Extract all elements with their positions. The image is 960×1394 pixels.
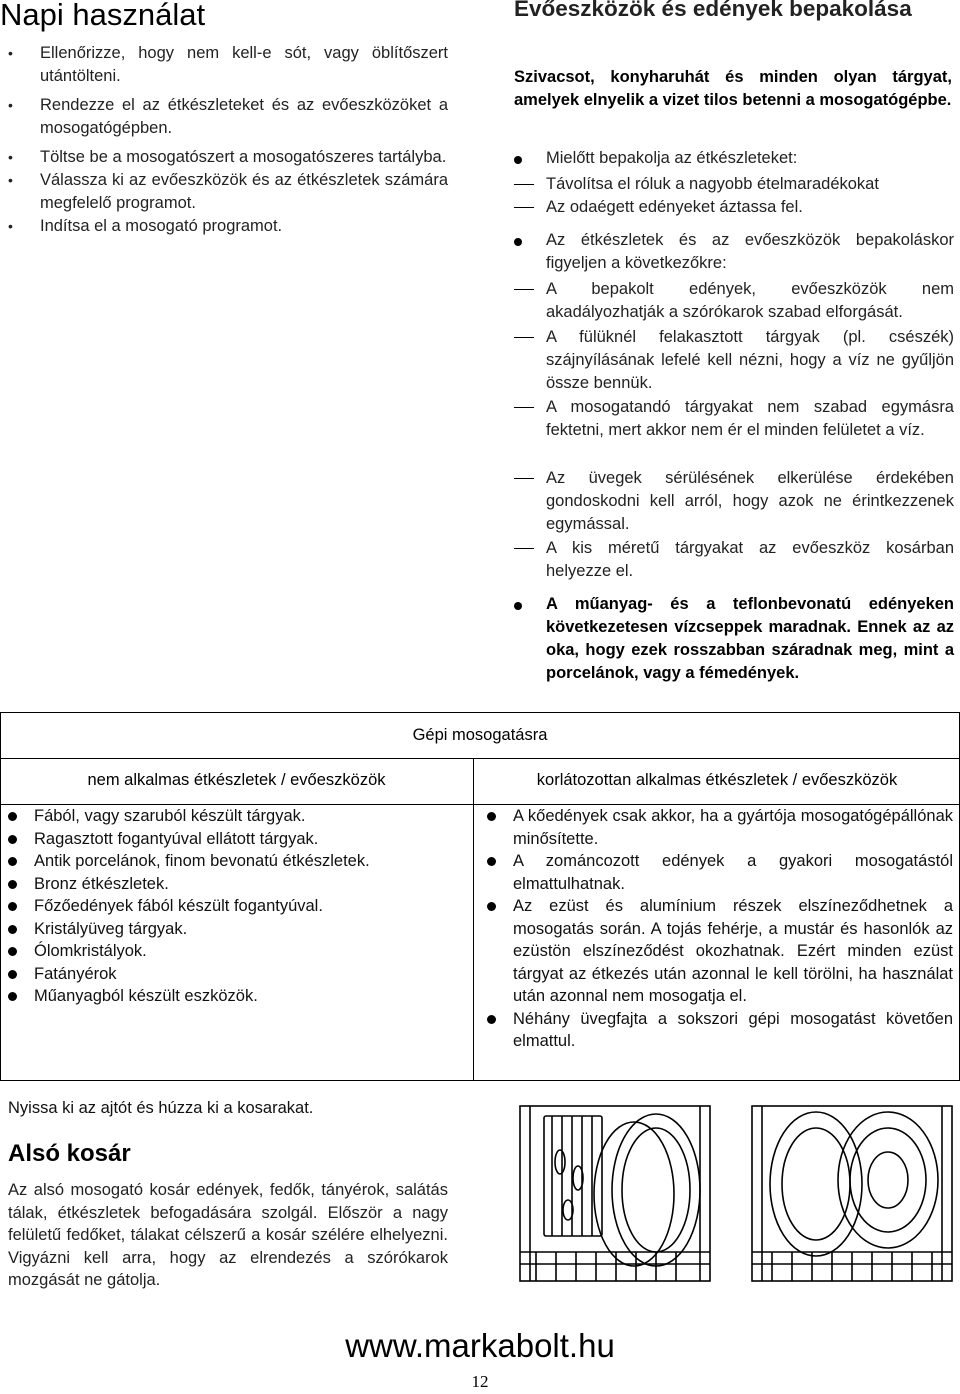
dash-icon [514,478,534,479]
lower-basket-illustration [516,1102,956,1300]
table-title: Gépi mosogatásra [0,712,960,759]
loading-dash-item: A mosogatandó tárgyakat nem szabad egymásra fektetni, mert akkor nem ér el minden felületet a víz. [514,396,954,442]
list-item: • Ellenőrizze, hogy nem kell-e sót, vagy öblítőszert utántölteni. [8,42,448,88]
limited-items-list [487,805,953,1053]
list-item: Bronz étkészletek. [8,873,468,896]
list-item: • Válassza ki az evőeszközök és az étkészletek számára megfelelő programot. [8,169,448,215]
table-divider [473,759,474,1081]
list-item: Fából, vagy szaruból készült tárgyak. [8,805,468,828]
website-link[interactable]: www.markabolt.hu [345,1327,615,1364]
lower-basket-description: Az alsó mosogató kosár edények, fedők, tányérok, salátás tálak, étkészletek befogadására szolgál. Először a nagy felületű fedőket, tálakat célszerű a kosár szélére elhelyezni. Vigyázni kell arra, hogy az elrendezés a szórókarok mozgását ne gátolja. [8,1181,448,1289]
list-item: A kőedények csak akkor, ha a gyártója mosogatógépállónak minősítette. [487,805,953,850]
dash-icon [514,207,534,208]
section-title-lower-basket: Alsó kosár [8,1140,131,1167]
list-item: • Indítsa el a mosogató programot. [8,215,448,238]
list-item: Műanyagból készült eszközök. [8,985,468,1008]
section-title-loading: Evőeszközök és edények bepakolása [514,0,912,21]
list-item: Ragasztott fogantyúval ellátott tárgyak. [8,828,468,851]
loading-dash-item: A fülüknél felakasztott tárgyak (pl. csészék) szájnyílásának lefelé kell nézni, hogy a víz ne gyűljön össze bennük. [514,326,954,395]
bullet-icon [514,602,522,610]
dash-icon [514,289,534,290]
loading-bullet: Mielőtt bepakolja az étkészleteket: [514,147,954,170]
list-item: Néhány üvegfajta a sokszori gépi mosogatást követően elmattul. [487,1008,953,1053]
table-column-header-unsuitable: nem alkalmas étkészletek / evőeszközök [87,771,386,789]
loading-dash-item: A bepakolt edények, evőeszközök nem akadályozhatják a szórókarok szabad elforgását. [514,278,954,324]
list-item: • Töltse be a mosogatószert a mosogatószeres tartályba. [8,146,448,169]
loading-dash-item: A kis méretű tárgyakat az evőeszköz kosárban helyezze el. [514,537,954,583]
table-column-header-limited: korlátozottan alkalmas étkészletek / evőeszközök [536,771,898,789]
list-item: A zománcozott edények a gyakori mosogatástól elmattulhatnak. [487,850,953,895]
bullet-icon [514,238,522,246]
section-title-daily-use: Napi használat [0,0,206,32]
loading-dash-item: Az odaégett edényeket áztassa fel. [514,196,954,219]
basket-right-drawing [752,1106,952,1281]
page-number: 12 [471,1372,489,1391]
dash-icon [514,337,534,338]
list-item: Ólomkristályok. [8,940,468,963]
basket-left-drawing [520,1106,710,1281]
unsuitable-items-list [8,805,468,1008]
loading-dash-item: Távolítsa el róluk a nagyobb ételmaradékokat [514,173,954,196]
list-item: Az ezüst és alumínium részek elszíneződhetnek a mosogatás során. A tojás fehérje, a mustár és hasonlók az ezüstön elszíneződést okozhatnak. Ezért minden ezüst tárgyat az étkezés után azonnal le kell törölni, ha használat után azonnal nem mosogatja el. [487,895,953,1008]
list-item: Kristályüveg tárgyak. [8,918,468,941]
dash-icon [514,407,534,408]
loading-dash-item: Az üvegek sérülésének elkerülése érdekében gondoskodni kell arról, hogy azok ne érintkezzenek egymással. [514,467,954,536]
open-door-instruction: Nyissa ki az ajtót és húzza ki a kosarakat. [8,1099,314,1117]
loading-bullet: A műanyag- és a teflonbevonatú edényeken következetesen vízcseppek maradnak. Ennek az az oka, hogy ezek rosszabban száradnak meg, mint a porcelánok, vagy a fémedények. [514,593,954,685]
daily-use-list [8,42,448,238]
list-item: • Rendezze el az étkészleteket és az evőeszközöket a mosogatógépben. [8,94,448,140]
list-item: Főzőedények fából készült fogantyúval. [8,895,468,918]
dash-icon [514,548,534,549]
list-item: Fatányérok [8,963,468,986]
bullet-icon [514,156,522,164]
dash-icon [514,184,534,185]
loading-bullet: Az étkészletek és az evőeszközök bepakoláskor figyeljen a következőkre: [514,229,954,275]
loading-warning: Szivacsot, konyharuhát és minden olyan tárgyat, amelyek elnyelik a vizet tilos betenni a mosogatógépbe. [514,68,952,109]
list-item: Antik porcelánok, finom bevonatú étkészletek. [8,850,468,873]
